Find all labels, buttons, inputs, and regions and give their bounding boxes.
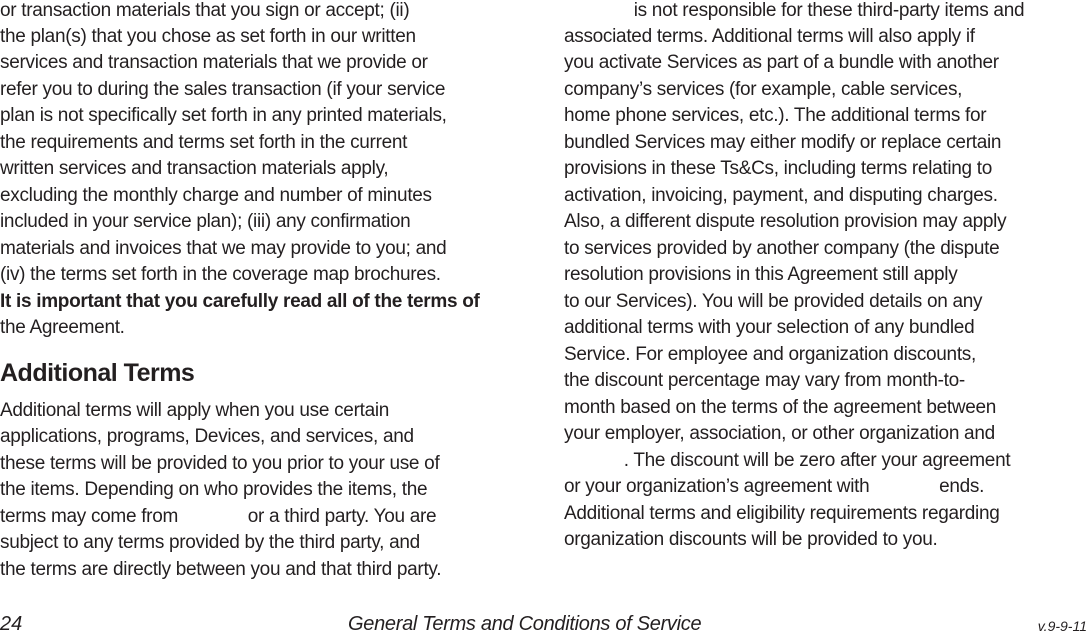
body-text-line: materials and invoices that we may provide to you; and: [0, 238, 447, 259]
body-text-line: the requirements and terms set forth in the current: [0, 132, 408, 153]
body-text-line: terms may come from or a third party. You are: [0, 506, 437, 527]
body-text-line: services and transaction materials that we provide or: [0, 52, 428, 73]
body-text-line: organization discounts will be provided to you.: [564, 529, 938, 550]
body-text-line: to services provided by another company (the dispute: [564, 238, 1000, 259]
body-text-line: the items. Depending on who provides the items, the: [0, 479, 428, 500]
body-text-line: applications, programs, Devices, and services, and: [0, 426, 414, 447]
section-heading: Additional Terms: [0, 359, 195, 387]
emphasis-text-line: It is important that you carefully read all of the terms of: [0, 291, 480, 312]
body-text-line: activation, invoicing, payment, and disputing charges.: [564, 185, 998, 206]
body-text-line: you activate Services as part of a bundle with another: [564, 52, 999, 73]
body-text-line: is not responsible for these third-party items and: [564, 0, 1025, 21]
page-number: 24: [0, 613, 23, 635]
body-text-line: included in your service plan); (iii) any confirmation: [0, 211, 411, 232]
body-text-line: associated terms. Additional terms will also apply if: [564, 26, 975, 47]
body-text-line: resolution provisions in this Agreement still apply: [564, 264, 958, 285]
body-text-line: provisions in these Ts&Cs, including terms relating to: [564, 158, 993, 179]
body-text-line: additional terms with your selection of any bundled: [564, 317, 975, 338]
body-text-line: . The discount will be zero after your agreement: [564, 450, 1011, 471]
body-text-line: the discount percentage may vary from month-to-: [564, 370, 965, 391]
emphasis-text-line: the Agreement.: [0, 317, 125, 338]
body-text-line: to our Services). You will be provided details on any: [564, 291, 983, 312]
body-text-line: month based on the terms of the agreement between: [564, 397, 997, 418]
body-text-line: refer you to during the sales transaction (if your service: [0, 79, 446, 100]
body-text-line: the plan(s) that you chose as set forth in our written: [0, 26, 416, 47]
body-text-line: Service. For employee and organization discounts,: [564, 344, 976, 365]
body-text-line: Additional terms and eligibility requirements regarding: [564, 503, 1000, 524]
body-text-line: Additional terms will apply when you use certain: [0, 400, 390, 421]
body-text-line: the terms are directly between you and that third party.: [0, 559, 442, 580]
body-text-line: plan is not specifically set forth in any printed materials,: [0, 105, 447, 126]
version-label: v.9-9-11: [1037, 618, 1087, 634]
body-text-line: these terms will be provided to you prior to your use of: [0, 453, 440, 474]
footer-title: General Terms and Conditions of Service: [348, 613, 702, 635]
body-text-line: bundled Services may either modify or replace certain: [564, 132, 1002, 153]
body-text-line: or your organization’s agreement with ends.: [564, 476, 985, 497]
body-text-line: subject to any terms provided by the third party, and: [0, 532, 420, 553]
body-text-line: (iv) the terms set forth in the coverage map brochures.: [0, 264, 441, 285]
body-text-line: Also, a different dispute resolution provision may apply: [564, 211, 1007, 232]
body-text-line: home phone services, etc.). The additional terms for: [564, 105, 987, 126]
body-text-line: company’s services (for example, cable services,: [564, 79, 963, 100]
body-text-line: written services and transaction materials apply,: [0, 158, 389, 179]
body-text-line: excluding the monthly charge and number of minutes: [0, 185, 432, 206]
body-text-line: or transaction materials that you sign or accept; (ii): [0, 0, 410, 21]
body-text-line: your employer, association, or other organization and: [564, 423, 995, 444]
